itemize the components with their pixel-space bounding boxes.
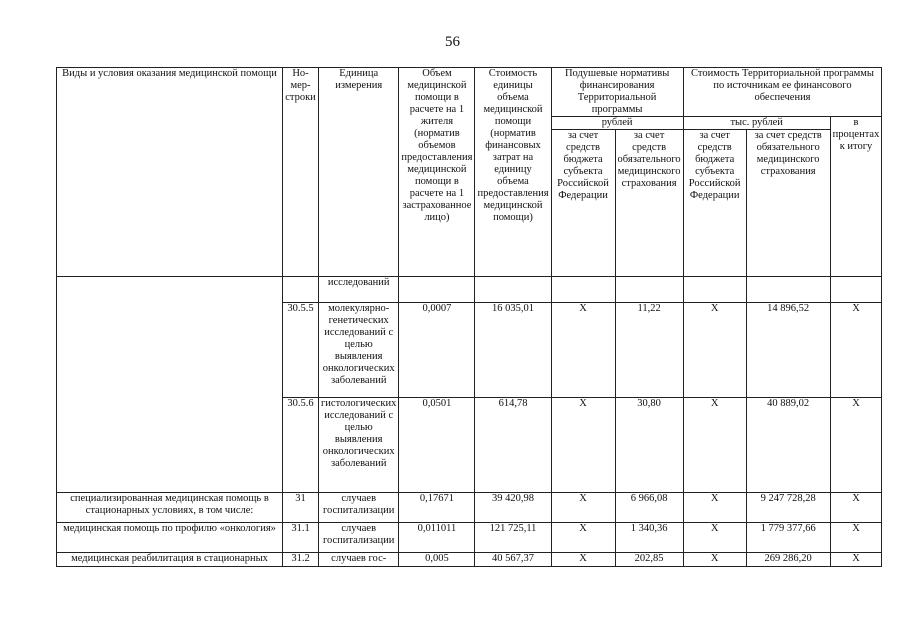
header-pc-oms: за счет средств обязательного медицинского страхования (615, 130, 683, 277)
cell-num: 31.2 (283, 553, 319, 567)
table-row (57, 523, 882, 553)
cell-unit: исследований (319, 277, 399, 303)
cell-cost: 614,78 (475, 398, 551, 493)
financing-table (56, 67, 882, 567)
cell-pct: Х (830, 523, 882, 553)
cell-name: специализированная медицинская помощь в стационарных условиях, в том числе: (57, 493, 283, 523)
cell-volume (399, 277, 475, 303)
cell-tc-budget (683, 277, 746, 303)
cell-pc-oms: 6 966,08 (615, 493, 683, 523)
cell-pct: Х (830, 303, 882, 398)
header-pc-budget: за счет средств бюджета субъекта Российской Федерации (551, 130, 615, 277)
cell-unit: случаев гос- (319, 553, 399, 567)
cell-cost: 40 567,37 (475, 553, 551, 567)
cell-num: 31.1 (283, 523, 319, 553)
cell-tc-oms: 1 779 377,66 (746, 523, 830, 553)
cell-pc-budget: Х (551, 303, 615, 398)
header-percent: в процентах к итогу (830, 117, 882, 277)
header-program-cost: Стоимость Территориальной программы по источникам ее финансового обеспечения (683, 68, 882, 117)
cell-volume: 0,17671 (399, 493, 475, 523)
cell-pc-budget: Х (551, 493, 615, 523)
cell-pc-budget (551, 277, 615, 303)
cell-tc-oms: 40 889,02 (746, 398, 830, 493)
cell-pct: Х (830, 493, 882, 523)
cell-volume: 0,0007 (399, 303, 475, 398)
cell-volume: 0,005 (399, 553, 475, 567)
cell-pc-oms: 202,85 (615, 553, 683, 567)
cell-tc-budget: Х (683, 303, 746, 398)
header-unit: Единица измерения (319, 68, 399, 277)
cell-cost: 16 035,01 (475, 303, 551, 398)
header-cost: Стоимость единицы объема медицинской помощи (норматив финансовых затрат на единицу объема предоставления медицинской помощи) (475, 68, 551, 277)
header-kinds: Виды и условия оказания медицинской помощи (57, 68, 283, 277)
cell-pc-budget: Х (551, 398, 615, 493)
header-rubles: рублей (551, 117, 683, 130)
table-row (57, 277, 882, 303)
header-tc-budget: за счет средств бюджета субъекта Российской Федерации (683, 130, 746, 277)
cell-pc-budget: Х (551, 553, 615, 567)
page-number: 56 (445, 34, 460, 50)
cell-pc-oms: 11,22 (615, 303, 683, 398)
cell-tc-oms: 14 896,52 (746, 303, 830, 398)
cell-pc-oms (615, 277, 683, 303)
cell-unit: гистологических исследований с целью выявления онкологических заболеваний (319, 398, 399, 493)
cell-tc-oms (746, 277, 830, 303)
cell-unit: случаев госпитализации (319, 493, 399, 523)
header-thousand-rubles: тыс. рублей (683, 117, 830, 130)
cell-num: 31 (283, 493, 319, 523)
table-row (57, 493, 882, 523)
header-volume: Объем медицинской помощи в расчете на 1 жителя (норматив объемов предоставления медицинской помощи в расчете на 1 застрахованное лицо) (399, 68, 475, 277)
cell-name (57, 277, 283, 493)
cell-tc-budget: Х (683, 553, 746, 567)
cell-cost: 39 420,98 (475, 493, 551, 523)
cell-tc-budget: Х (683, 398, 746, 493)
cell-name: медицинская помощь по профилю «онкология» (57, 523, 283, 553)
cell-cost (475, 277, 551, 303)
cell-name: медицинская реабилитация в стационарных (57, 553, 283, 567)
cell-pct (830, 277, 882, 303)
cell-unit: случаев госпитализации (319, 523, 399, 553)
cell-cost: 121 725,11 (475, 523, 551, 553)
cell-num: 30.5.6 (283, 398, 319, 493)
cell-pc-oms: 1 340,36 (615, 523, 683, 553)
header-row-number: Но-мер-строки (283, 68, 319, 277)
cell-tc-oms: 9 247 728,28 (746, 493, 830, 523)
cell-volume: 0,011011 (399, 523, 475, 553)
cell-tc-budget: Х (683, 493, 746, 523)
cell-tc-oms: 269 286,20 (746, 553, 830, 567)
header-tc-oms: за счет средств обязательного медицинского страхования (746, 130, 830, 277)
cell-num: 30.5.5 (283, 303, 319, 398)
cell-pct: Х (830, 553, 882, 567)
cell-tc-budget: Х (683, 523, 746, 553)
header-per-capita: Подушевые нормативы финансирования Территориальной программы (551, 68, 683, 117)
cell-unit: молекулярно-генетических исследований с целью выявления онкологических заболеваний (319, 303, 399, 398)
cell-volume: 0,0501 (399, 398, 475, 493)
cell-pct: Х (830, 398, 882, 493)
cell-pc-oms: 30,80 (615, 398, 683, 493)
table-row (57, 553, 882, 567)
cell-pc-budget: Х (551, 523, 615, 553)
cell-num (283, 277, 319, 303)
